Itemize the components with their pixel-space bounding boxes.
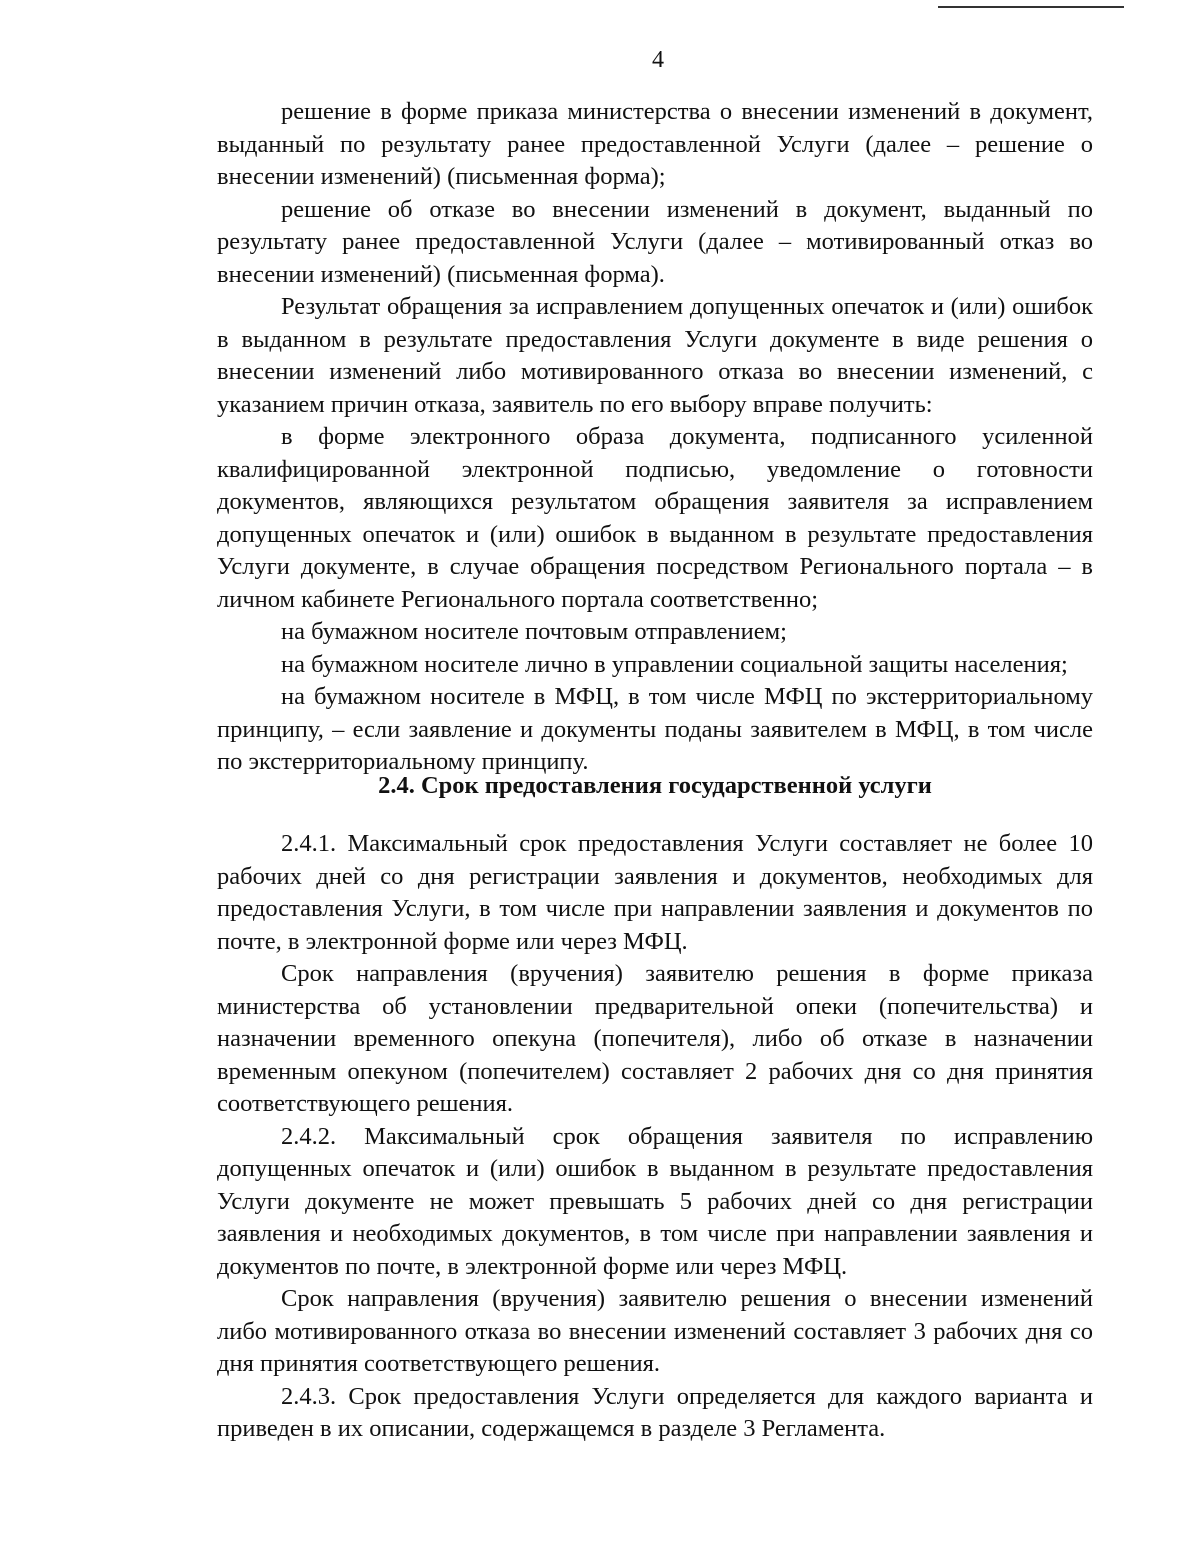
paragraph: решение об отказе во внесении изменений в документ, выданный по результату ранее предоставленной Услуги (далее – мотивированный отказ во внесении изменений) (письменная форма).	[217, 195, 1093, 288]
paragraph: Срок направления (вручения) заявителю решения о внесении изменений либо мотивированного отказа во внесении изменений составляет 3 рабочих дня со дня принятия соответствующего решения.	[217, 1285, 1093, 1377]
paragraph: на бумажном носителе лично в управлении социальной защиты населения;	[281, 650, 1068, 678]
section-heading: 2.4. Срок предоставления государственной услуги	[378, 772, 932, 799]
body-text-bottom	[217, 828, 1093, 1446]
paragraph: на бумажном носителе в МФЦ, в том числе МФЦ по экстерриториальному принципу, – если заявление и документы поданы заявителем в МФЦ, в том числе по экстерриториальному принципу.	[217, 683, 1093, 775]
body-text-top	[217, 96, 1093, 779]
top-rule	[938, 6, 1124, 8]
paragraph: Результат обращения за исправлением допущенных опечаток и (или) ошибок в выданном в результате предоставления Услуги документе в виде решения о внесении изменений либо мотивированного отказа во внесении изменений, с указанием причин отказа, заявитель по его выбору вправе получить:	[217, 293, 1093, 418]
paragraph: решение в форме приказа министерства о внесении изменений в документ, выданный по результату ранее предоставленной Услуги (далее – решение о внесении изменений) (письменная форма);	[217, 98, 1093, 190]
paragraph: Срок направления (вручения) заявителю решения в форме приказа министерства об установлении предварительной опеки (попечительства) и назначении временного опекуна (попечителя), либо об отказе в назначении временным опекуном (попечителем) составляет 2 рабочих дня со дня принятия соответствующего решения.	[217, 960, 1093, 1117]
paragraph: 2.4.1. Максимальный срок предоставления Услуги составляет не более 10 рабочих дней со дня регистрации заявления и документов, необходимых для предоставления Услуги, в том числе при направлении заявления и документов по почте, в электронной форме или через МФЦ.	[217, 830, 1093, 955]
paragraph: 2.4.3. Срок предоставления Услуги определяется для каждого варианта и приведен в их описании, содержащемся в разделе 3 Регламента.	[217, 1382, 1093, 1442]
paragraph: на бумажном носителе почтовым отправлением;	[281, 618, 787, 645]
paragraph: 2.4.2. Максимальный срок обращения заявителя по исправлению допущенных опечаток и (или) ошибок в выданном в результате предоставления Услуги документе не может превышать 5 рабочих дней со дня регистрации заявления и необходимых документов, в том числе при направлении заявления и документов по почте, в электронной форме или через МФЦ.	[217, 1122, 1093, 1280]
page-number: 4	[652, 47, 664, 73]
paragraph: в форме электронного образа документа, подписанного усиленной квалифицированной электронной подписью, уведомление о готовности документов, являющихся результатом обращения заявителя за исправлением допущенных опечаток и (или) ошибок в выданном в результате предоставления Услуги документе, в случае обращения посредством Регионального портала – в личном кабинете Регионального портала соответственно;	[217, 423, 1093, 613]
